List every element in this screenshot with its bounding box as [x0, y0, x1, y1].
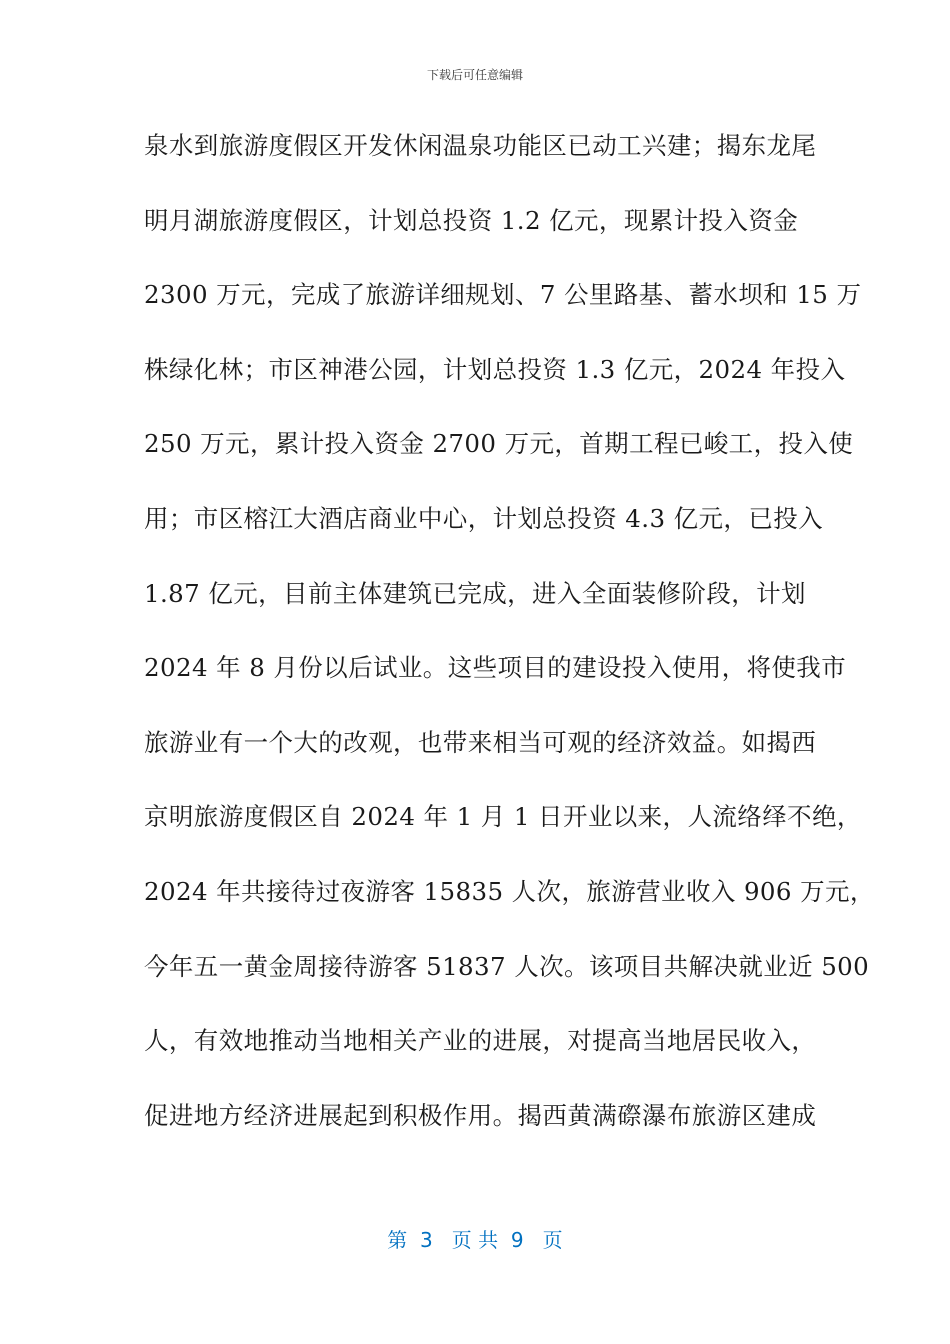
- body-line: 泉水到旅游度假区开发休闲温泉功能区已动工兴建；揭东龙尾: [144, 131, 817, 160]
- header-note: 下载后可任意编辑: [426, 68, 523, 82]
- body-line: 促进地方经济进展起到积极作用。揭西黄满磜瀑布旅游区建成: [144, 1100, 817, 1130]
- body-line: 株绿化林；市区神港公园，计划总投资 1.3 亿元，2024 年投入: [144, 354, 846, 384]
- body-line: 旅游业有一个大的改观，也带来相当可观的经济效益。如揭西: [144, 727, 817, 757]
- document-body: [144, 128, 875, 1172]
- body-line: 用；市区榕江大酒店商业中心，计划总投资 4.3 亿元，已投入: [144, 503, 824, 533]
- body-line: 人，有效地推动当地相关产业的进展，对提高当地居民收入，: [144, 1026, 817, 1056]
- body-line: 2024 年共接待过夜游客 15835 人次，旅游营业收入 906 万元，: [144, 876, 875, 906]
- body-line: 250 万元，累计投入资金 2700 万元，首期工程已峻工，投入使: [144, 429, 854, 459]
- page-number-footer: 第 3 页 共 9 页: [387, 1228, 563, 1252]
- body-line: 2024 年 8 月份以后试业。这些项目的建设投入使用，将使我市: [144, 653, 847, 683]
- body-line: 京明旅游度假区自 2024 年 1 月 1 日开业以来，人流络绎不绝，: [144, 802, 862, 832]
- body-line: 明月湖旅游度假区，计划总投资 1.2 亿元，现累计投入资金: [144, 205, 799, 235]
- body-line: 2300 万元，完成了旅游详细规划、7 公里路基、蓄水坝和 15 万: [144, 280, 862, 310]
- body-line: 1.87 亿元，目前主体建筑已完成，进入全面装修阶段，计划: [144, 578, 806, 608]
- body-line: 今年五一黄金周接待游客 51837 人次。该项目共解决就业近 500: [144, 951, 870, 981]
